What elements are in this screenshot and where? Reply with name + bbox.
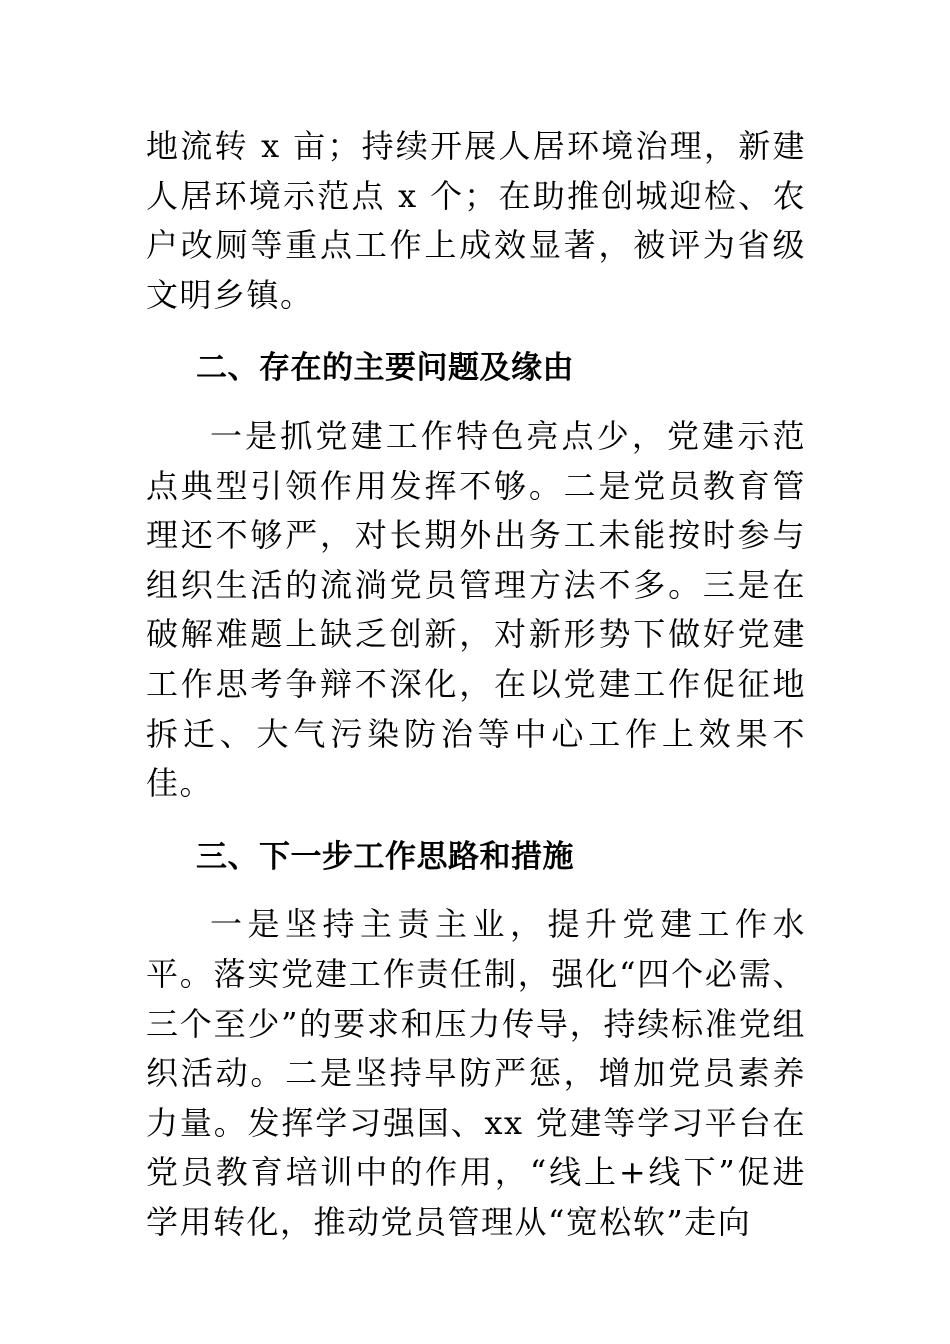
- continued-paragraph: 地流转 x 亩；持续开展人居环境治理，新建人居环境示范点 x 个；在助推创城迎检、农户改厕等重点工作上成效显著，被评为省级文明乡镇。: [146, 127, 806, 314]
- section-heading-next-steps: 三、下一步工作思路和措施: [196, 838, 574, 875]
- spacer: [146, 809, 806, 833]
- document-body: [146, 122, 806, 1247]
- section-body-problems: 一是抓党建工作特色亮点少，党建示范点典型引领作用发挥不够。二是党员教育管理还不够严，对长期外出务工未能按时参与组织生活的流淌党员管理方法不多。三是在破解难题上缺乏创新，对新形势下做好党建工作思考争辩不深化，在以党建工作促征地拆迁、大气污染防治等中心工作上效果不佳。: [146, 416, 806, 803]
- spacer: [146, 394, 806, 412]
- spacer: [146, 882, 806, 900]
- section-body-next-steps: 一是坚持主责主业，提升党建工作水平。落实党建工作责任制，强化“四个必需、三个至少”的要求和压力传导，持续标准党组织活动。二是坚持早防严惩，增加党员素养力量。发挥学习强国、xx 党建等学习平台在党员教育培训中的作用，“线上+线下”促进学用转化，推动党员管理从“宽松软”走向: [146, 905, 806, 1241]
- section-heading-problems: 二、存在的主要问题及缘由: [196, 350, 574, 387]
- spacer: [146, 320, 806, 344]
